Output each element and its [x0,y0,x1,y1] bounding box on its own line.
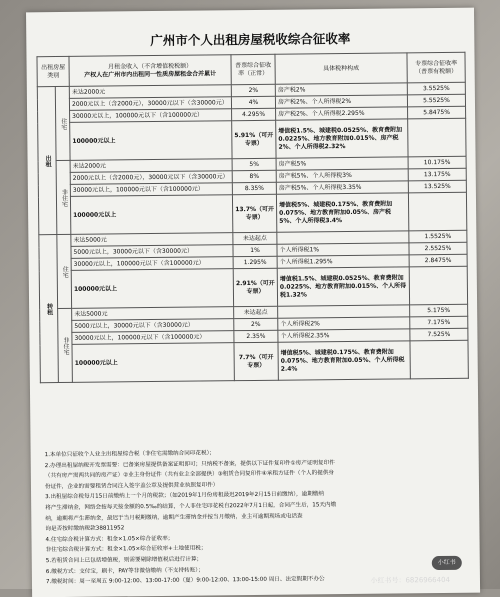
special-rate-cell: 5.5525% [407,94,465,107]
composition-cell: 个人所得税1% [277,243,409,256]
xiaohongshu-badge: 小红书 [432,556,462,570]
header-composition: 具体税种构成 [275,53,407,84]
rate-cell: 8.35% [232,182,276,194]
note-line: 将产生滞纳金，网络会按每天按金额的0.5‰的结算，个人非住宅印花税自2022年7月1日起，合同产生后，15天内缴 [45,502,337,512]
special-rate-cell [410,340,468,379]
property-type-label: 非住宅 [58,308,73,382]
income-cell: 未达2000元 [69,85,231,99]
rate-cell: 2% [234,318,278,330]
special-rate-cell: 13.525% [408,180,466,193]
special-rate-cell: 5.175% [410,304,468,317]
rate-cell: 4.295% [232,108,276,120]
watermark: 小红书号：6826966404 [370,575,451,585]
table-row [39,266,467,308]
income-cell: 30000元以上，100000元以下（含100000元） [70,109,232,123]
group-label-rent-out: 出租 [37,87,57,235]
note-line: 纳，逾期将产生滞纳金，最迟于当月税期缴纳，逾期产生滞纳金并按当月缴纳，业主可逾期现场或电话查 [45,513,303,522]
note-line: 2.办理出租屋纳税开发票需要：已备案房屋提供备案证明即可；只纳税不备案，提供以下证件复印件①房产证明复印件 [44,459,335,469]
rate-cell: 4% [231,96,275,108]
special-rate-cell: 1.5525% [409,230,467,243]
note-line: 询是否按时缴纳税款38811952 [45,525,125,533]
composition-cell: 房产税2%、个人所得税2.295% [276,107,408,120]
note-line: 7.缴税时间：周一至周五 9:00-12:00、13:00-17:00（夏）9:00-12:00、13:00-15:00 周日、法定假期不办公 [45,576,325,586]
income-cell: 100000元以上 [71,269,233,309]
composition-cell: 增值税5%、城建税0.175%、教育费附加0.075%、地方教育附加0.05%、个人所得税2.4% [278,341,410,380]
header-income-sub: 产权人在广州市内出租同一性质房屋租金合并累计 [84,69,217,79]
rate-cell: 1% [233,244,277,256]
special-rate-cell: 7.525% [410,328,468,341]
composition-cell: 房产税2%、个人所得税2% [275,95,407,108]
income-cell: 5000元以上，30000元以下（含30000元） [71,245,233,259]
income-cell: 2000元以上（含2000元），30000元以下（含30000元） [70,171,232,185]
composition-cell: 房产税2% [275,83,407,96]
income-cell: 100000元以上 [72,343,234,383]
table-row [40,340,468,382]
rate-cell: 2% [231,84,275,96]
rate-cell: 未达起点 [233,232,277,244]
rate-cell: 5.91%（可开专票） [232,120,276,158]
rate-cell: 未达起点 [234,306,278,318]
rate-cell: 2.91%（可开专票） [233,268,277,306]
special-rate-cell: 5.8475% [408,106,466,119]
composition-cell: 增值税1.5%、城建税0.0525%、教育费附加0.0225%、地方教育附加0.015%、房产税2%、个人所得税2.32% [276,119,408,158]
composition-cell: 房产税5% [276,157,408,170]
rate-cell: 7.7%（可开专票） [234,342,278,380]
special-rate-cell: 10.175% [408,156,466,169]
note-line: 5.若租赁合同上已包括增值税，则需要剔除增值税后进行计算； [45,556,203,565]
rate-cell: 8% [232,170,276,182]
income-cell: 未达5000元 [72,307,234,321]
note-line: 1.本单位只征收个人业主出租屋综合税（非住宅需缴纳合同印花税）； [44,450,216,459]
property-type-label: 住宅 [55,86,70,160]
property-type-label: 非住宅 [56,160,71,234]
header-category: 出租房屋类别 [37,56,69,86]
table-row [38,118,466,160]
header-rate: 普票综合征收率（正常） [231,54,275,84]
note-line: （共有房产需两共同的房产证）②业主身份证件（共有业主全部提供）③租赁合同复印件④承租方证件（个人的提供身 [44,470,335,480]
income-cell: 2000元以上（含2000元），30000元以下（含30000元） [69,97,231,111]
note-line: 份证件，企业的需要租赁合同注入签字盖公章及提供营业执照复印件） [44,482,219,490]
note-line: 非住宅综合税计算方式：租金×1.05×综合征收率+土地使用税； [45,545,207,554]
composition-cell: 房产税5%、个人所得税3.35% [276,181,408,194]
note-line: 6.缴税方式：支付宝，刷卡，PAY等非微信缴纳（不支持转账）； [45,567,204,575]
special-rate-cell: 3.5525% [407,82,465,95]
special-rate-cell: 13.175% [408,168,466,181]
composition-cell: 个人所得税2% [278,317,410,330]
special-rate-cell [408,118,466,157]
tax-rate-sheet [26,8,480,597]
composition-cell: 增值税1.5%、城建税0.0525%、教育费附加0.0225%、地方教育附加0.015%、个人所得税1.32% [277,267,409,306]
special-rate-cell: 2.8475% [409,254,467,267]
composition-cell: 个人所得税1.295% [277,255,409,268]
income-cell: 5000元以上，30000元以下（含30000元） [72,319,234,333]
income-cell: 100000元以上 [70,195,232,235]
note-line: 3.出租屋综合税每月15日前缴纳上一个月的税款；（如2019年1月份房租最迟2019年2月15日前缴纳），逾期缴纳 [45,491,325,501]
rate-cell: 2.35% [234,330,278,342]
income-cell: 未达2000元 [70,159,232,173]
note-line: 4.住宅综合税计算方式：租金×1.05×综合征收率； [45,535,174,543]
rate-cell: 13.7%（可开专票） [232,194,276,232]
tax-rate-table [36,52,468,383]
header-income-label: 月租金收入（不含增值税税额） [108,62,193,70]
income-cell: 30000元以上，100000元以下（含100000元） [71,257,233,271]
rate-cell: 5% [232,158,276,170]
income-cell: 100000元以上 [70,121,232,161]
special-rate-cell [409,266,467,305]
composition-cell: 房产税5%、个人所得税3% [276,169,408,182]
rate-cell: 1.295% [233,256,277,268]
table-row [38,192,466,234]
header-income [69,55,231,87]
property-type-label: 住宅 [57,234,72,308]
special-rate-cell: 7.175% [410,316,468,329]
income-cell: 30000元以上，100000元以下（含100000元） [70,183,232,197]
notes-section [45,446,466,588]
special-rate-cell [408,192,466,231]
composition-cell: 个人所得税2.35% [278,329,410,342]
income-cell: 未达5000元 [71,233,233,247]
header-special: 专票综合征收率（普票有税额） [407,52,465,83]
page-title: 广州市个人出租房屋税收综合征收率 [150,30,351,49]
group-label-sublet: 转租 [39,235,59,383]
special-rate-cell: 2.5525% [409,242,467,255]
table-header-row [37,52,465,86]
income-cell: 30000元以上，100000元以下（含100000元） [72,331,234,345]
composition-cell: 增值税5%、城建税0.175%、教育费附加0.075%、地方教育附加0.05%、房产税5%、个人所得税3.4% [276,193,408,232]
